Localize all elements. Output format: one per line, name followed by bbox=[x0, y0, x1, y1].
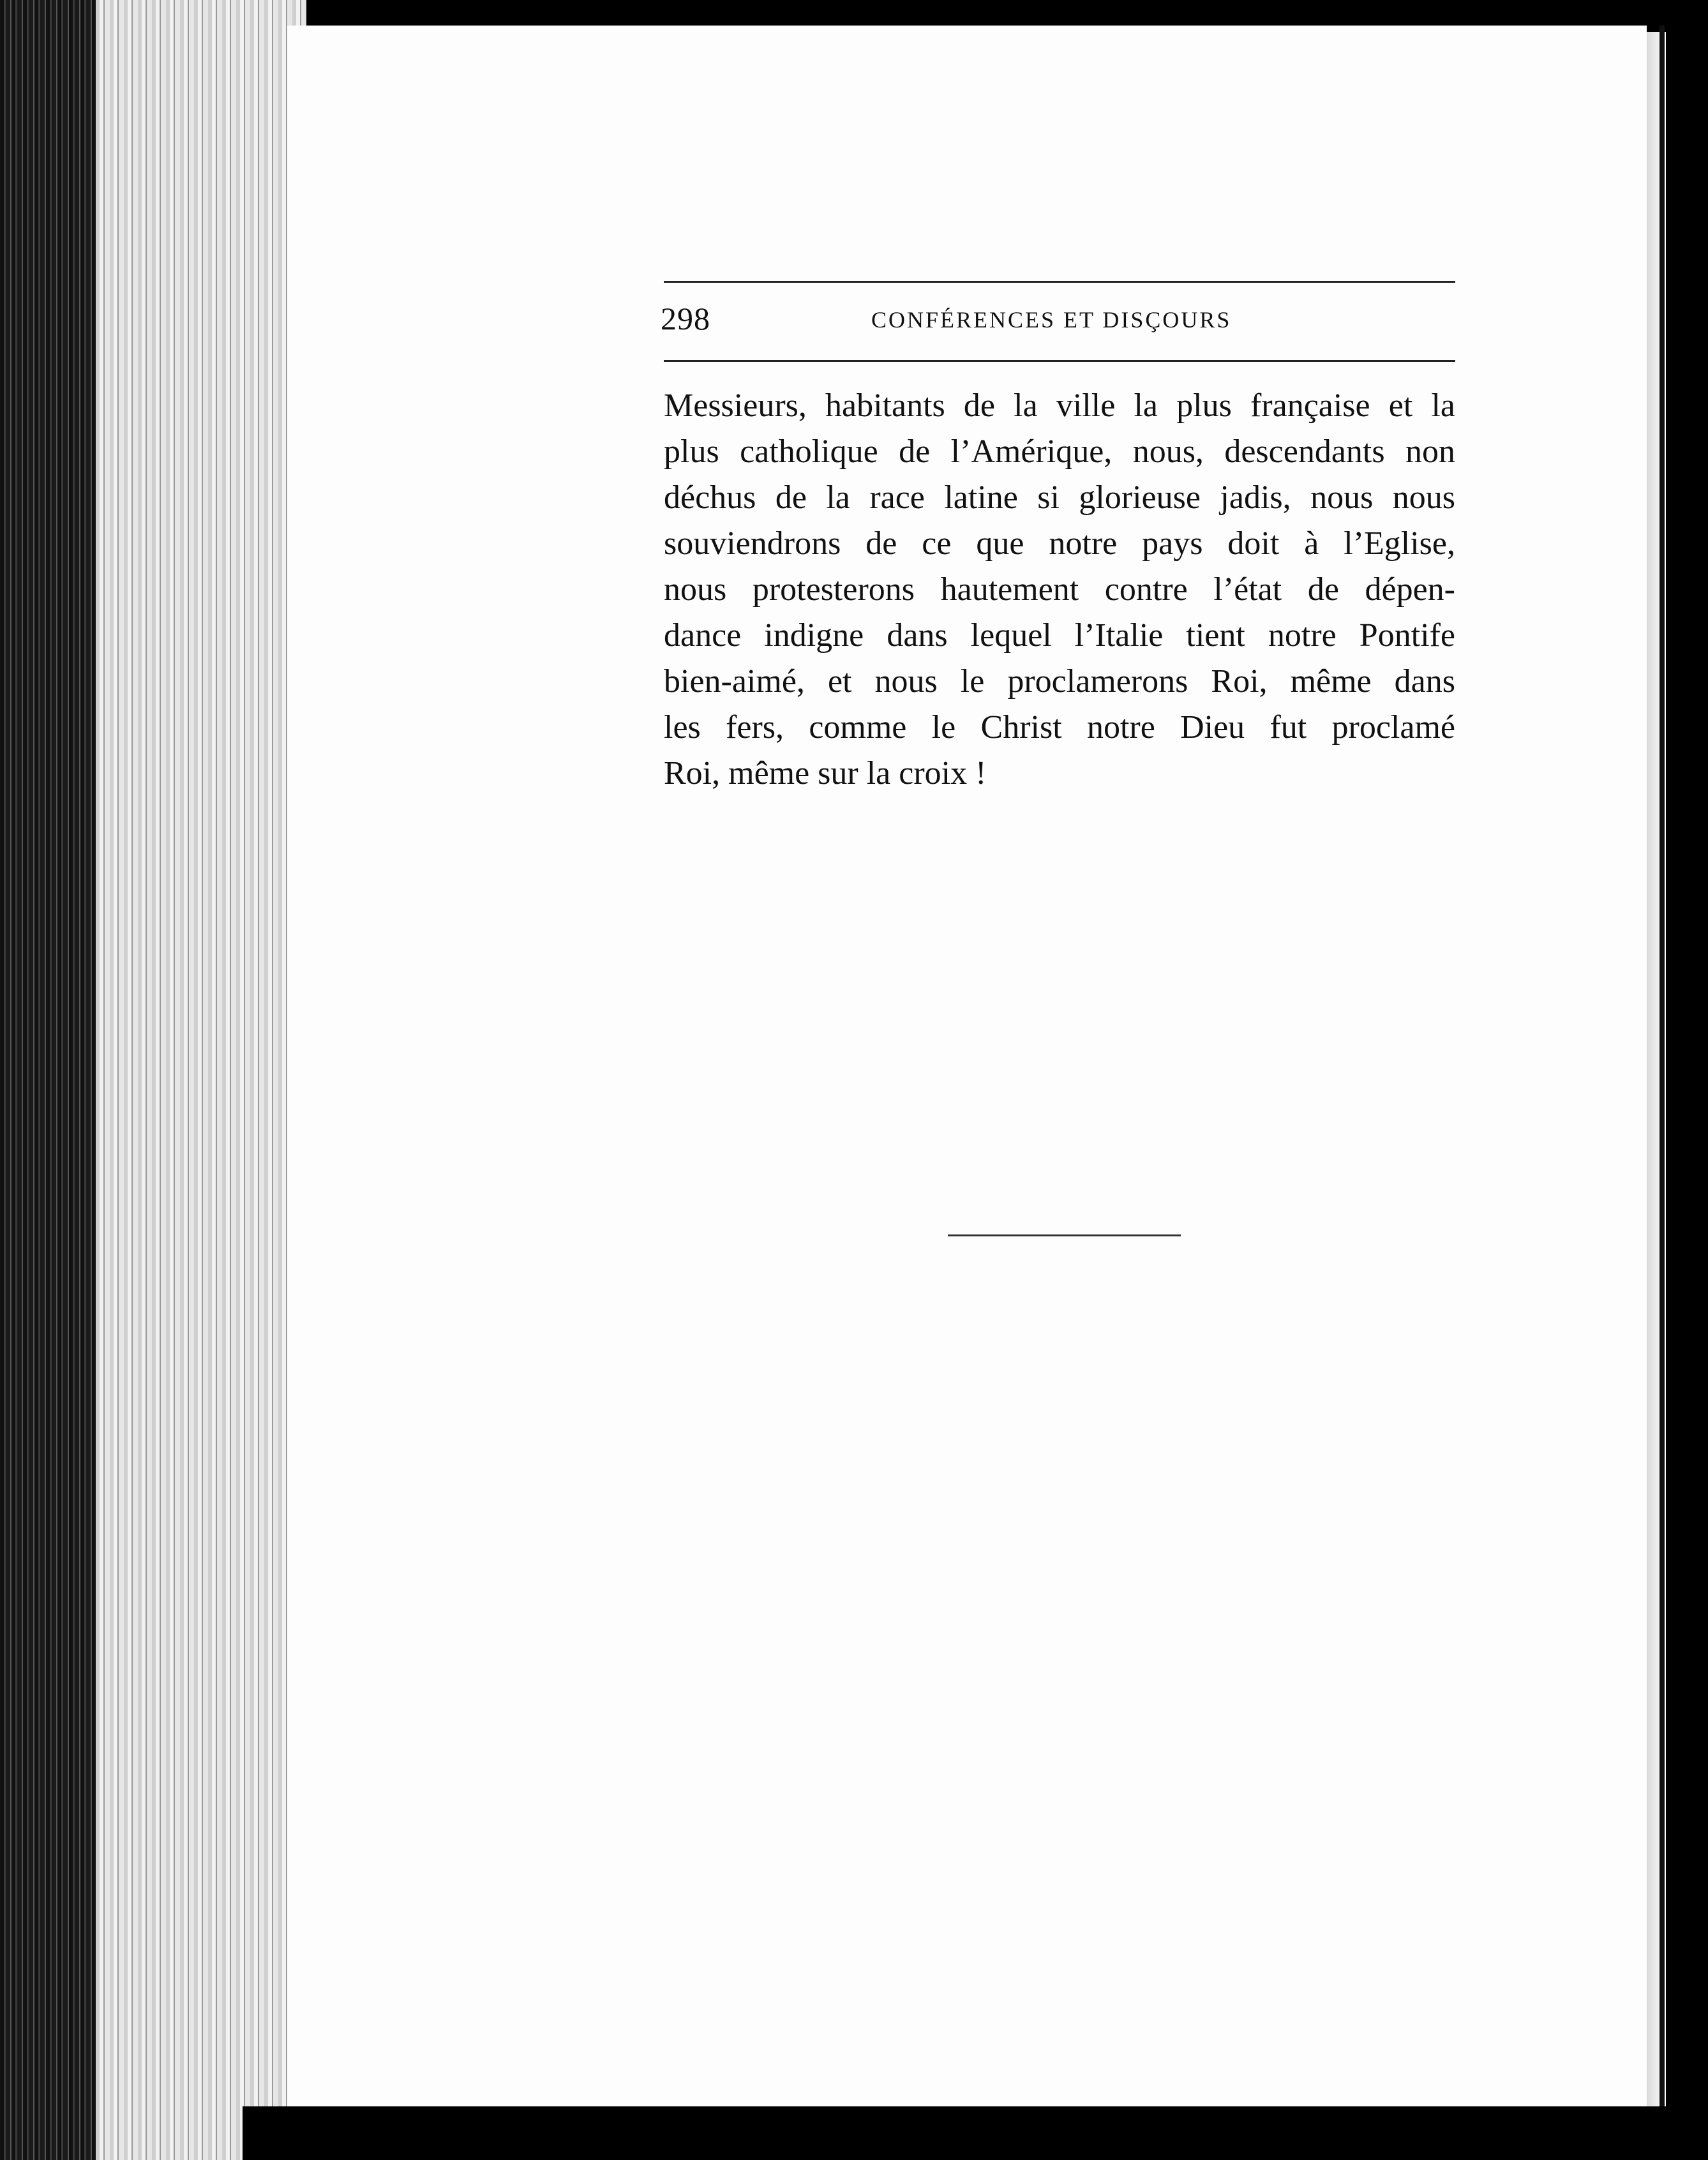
page-header bbox=[661, 300, 1455, 345]
text-line: plus catholique de l’Amérique, nous, descendants non bbox=[664, 433, 1455, 470]
facing-page-border bbox=[1659, 26, 1665, 2132]
page-number: 298 bbox=[661, 301, 710, 336]
end-of-section-rule bbox=[948, 1234, 1181, 1236]
text-line: dance indigne dans lequel l’Italie tient notre Pontife bbox=[664, 617, 1455, 654]
book-spine-shadow bbox=[0, 0, 109, 2160]
running-head: CONFÉRENCES ET DISÇOURS bbox=[871, 307, 1232, 333]
page-block-edges bbox=[96, 0, 306, 2160]
header-bottom-rule bbox=[664, 360, 1455, 362]
text-line: Roi, même sur la croix ! bbox=[664, 755, 987, 791]
text-line: nous protesterons hautement contre l’état de dépen- bbox=[664, 571, 1455, 608]
text-line: souviendrons de ce que notre pays doit à l’Eglise, bbox=[664, 525, 1455, 562]
text-line: déchus de la race latine si glorieuse jadis, nous nous bbox=[664, 479, 1455, 516]
text-line: bien-aimé, et nous le proclamerons Roi, même dans bbox=[664, 663, 1455, 700]
header-top-rule bbox=[664, 281, 1455, 283]
bottom-shadow bbox=[243, 2106, 1708, 2160]
text-line: les fers, comme le Christ notre Dieu fut proclamé bbox=[664, 709, 1455, 746]
text-line: Messieurs, habitants de la ville la plus française et la bbox=[664, 387, 1455, 424]
body-paragraph bbox=[664, 383, 1455, 797]
